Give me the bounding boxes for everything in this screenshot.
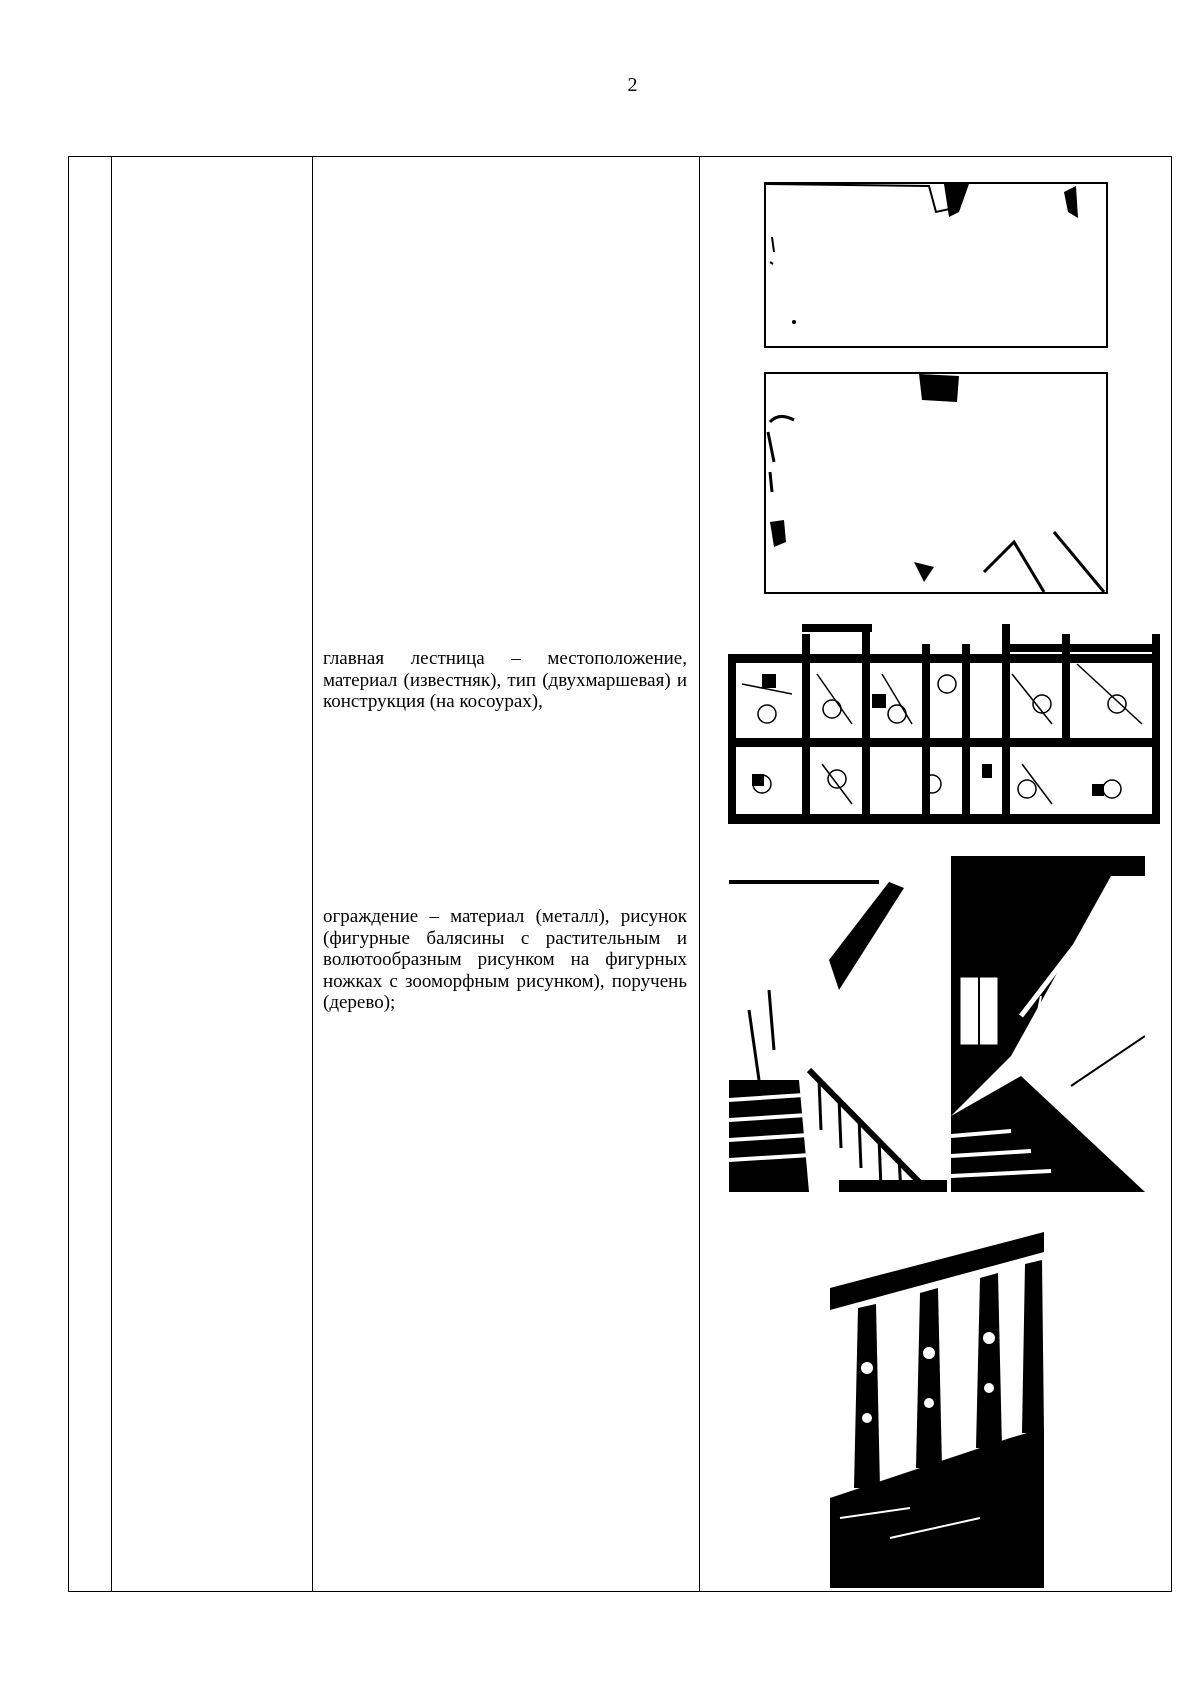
floor-plan-drawing xyxy=(722,614,1162,828)
balusters-detail-photo xyxy=(830,1218,1044,1588)
staircase-left-photo xyxy=(729,880,947,1192)
page-number: 2 xyxy=(627,74,638,96)
railing-description: ограждение – материал (металл), рисунок (фигурные балясины с растительным и волютообразным рисунком на фигурных ножках с зооморфным рисунком), поручень (дерево); xyxy=(323,906,687,1013)
column-divider xyxy=(699,157,700,1591)
main-stair-description: главная лестница – местоположение, материал (известняк), тип (двухмаршевая) и конструкция (на косоурах), xyxy=(323,648,687,712)
room-interior-upper-photo xyxy=(764,182,1108,348)
column-divider xyxy=(312,157,313,1591)
room-interior-lower-photo xyxy=(764,372,1108,594)
column-divider xyxy=(111,157,112,1591)
staircase-right-photo xyxy=(951,856,1145,1192)
